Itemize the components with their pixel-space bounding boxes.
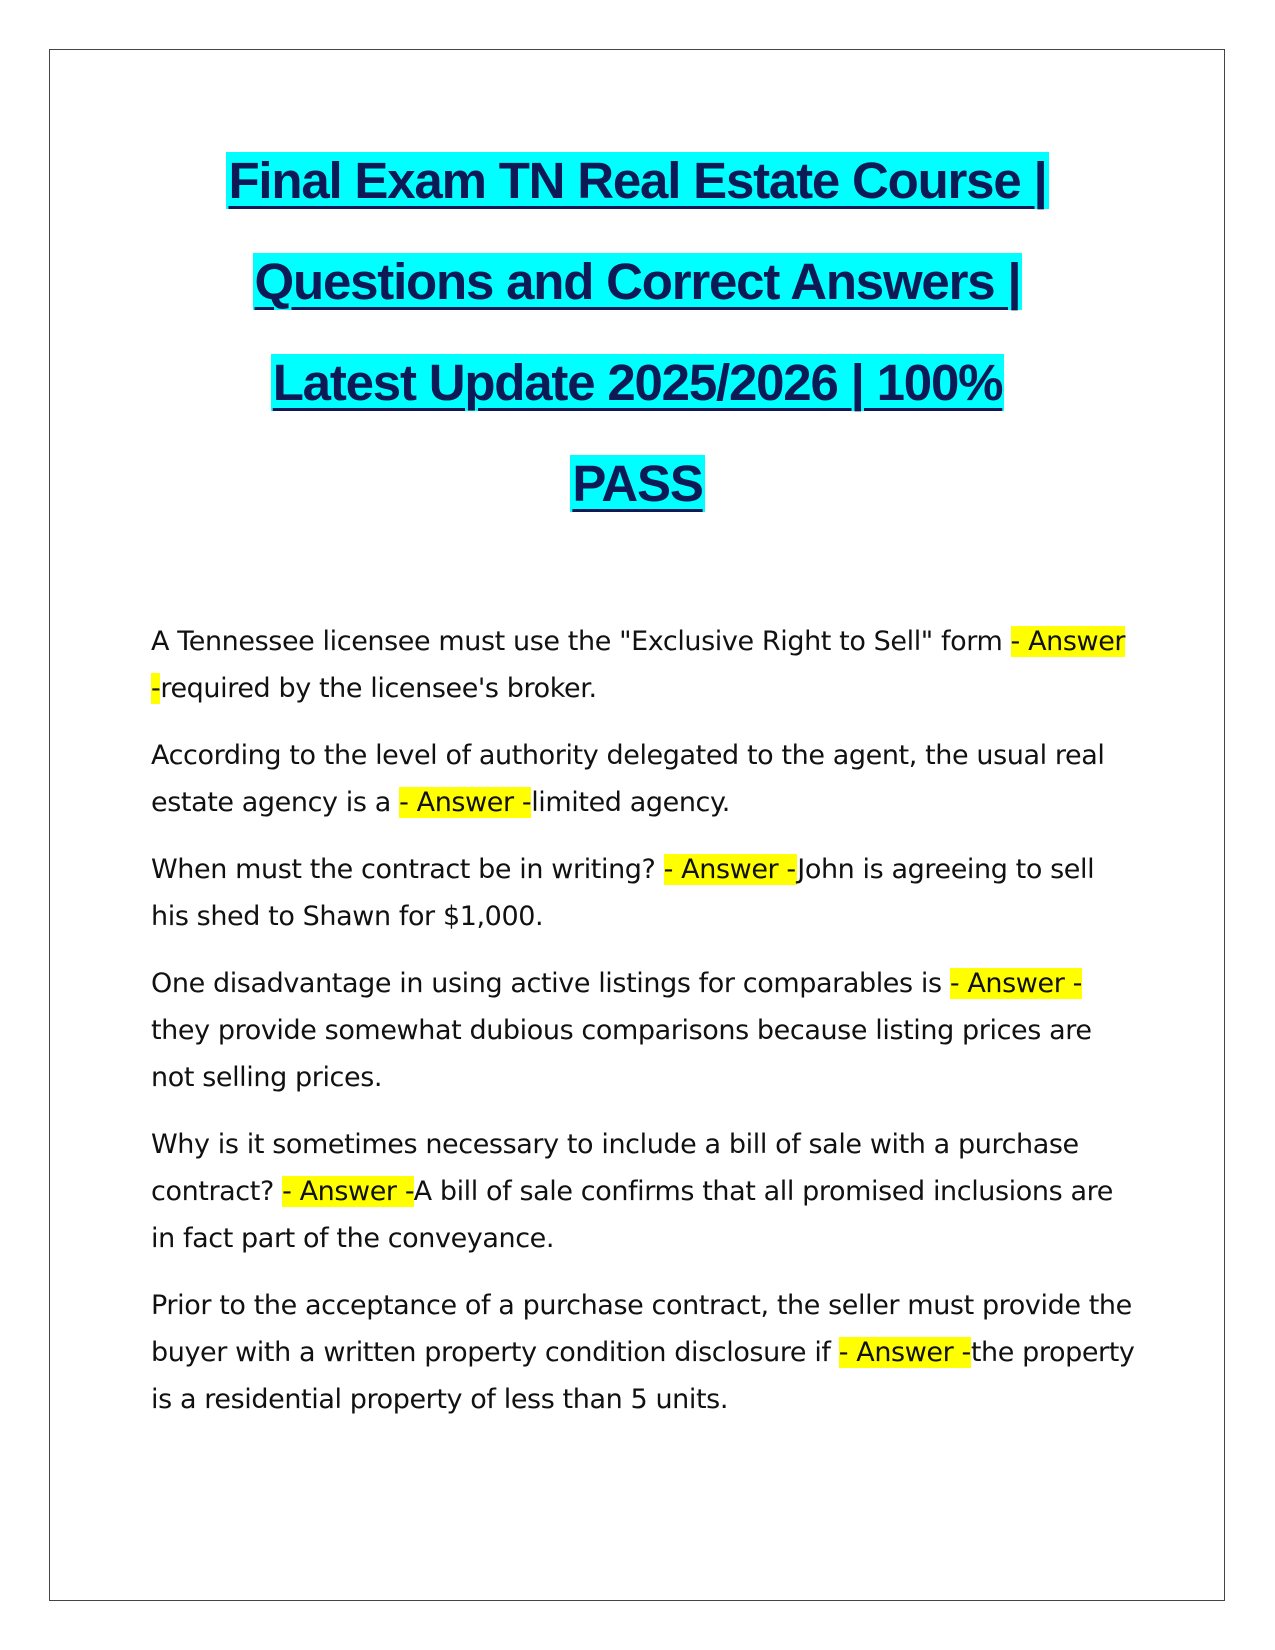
title-text: Final Exam TN Real Estate Course | [228,152,1047,209]
answer-text: required by the licensee's broker. [160,673,597,704]
qa-list [151,618,1136,1443]
title-line [100,332,1175,433]
question-text: According to the level of authority delegated to the agent, the usual real estate agency is a [151,740,1105,818]
answer-marker: - Answer - [399,787,532,818]
answer-text: the property is a residential property of less than 5 units. [151,1337,1135,1415]
title-text: Questions and Correct Answers | [254,253,1021,310]
question-text: One disadvantage in using active listings for comparables is [151,968,950,999]
title-text: Latest Update 2025/2026 | 100% [272,354,1003,411]
answer-text: John is agreeing to sell his shed to Shawn for $1,000. [151,854,1095,932]
question-text: Why is it sometimes necessary to include a bill of sale with a purchase contract? [151,1129,1079,1207]
answer-marker: - Answer - [663,854,798,885]
qa-item [151,1282,1136,1423]
qa-item [151,1121,1136,1262]
title-line [100,231,1175,332]
answer-marker: - Answer - [151,626,1126,704]
qa-item [151,732,1136,826]
answer-text: they provide somewhat dubious comparisons because listing prices are not selling prices. [151,1015,1092,1093]
answer-marker: - Answer - [949,968,1082,999]
qa-item [151,846,1136,940]
answer-marker: - Answer - [838,1337,971,1368]
title-line [100,433,1175,534]
answer-text: limited agency. [531,787,730,818]
question-text: A Tennessee licensee must use the "Exclusive Right to Sell" form [151,626,1011,657]
title-text: PASS [572,455,703,512]
answer-text: A bill of sale confirms that all promised inclusions are in fact part of the conveyance. [151,1176,1113,1254]
qa-item [151,960,1136,1101]
qa-item [151,618,1136,712]
question-text: When must the contract be in writing? [151,854,664,885]
answer-marker: - Answer - [282,1176,414,1207]
document-title [100,130,1175,534]
question-text: Prior to the acceptance of a purchase contract, the seller must provide the buyer with a written property condition disclosure if [151,1290,1132,1368]
title-line [100,130,1175,231]
